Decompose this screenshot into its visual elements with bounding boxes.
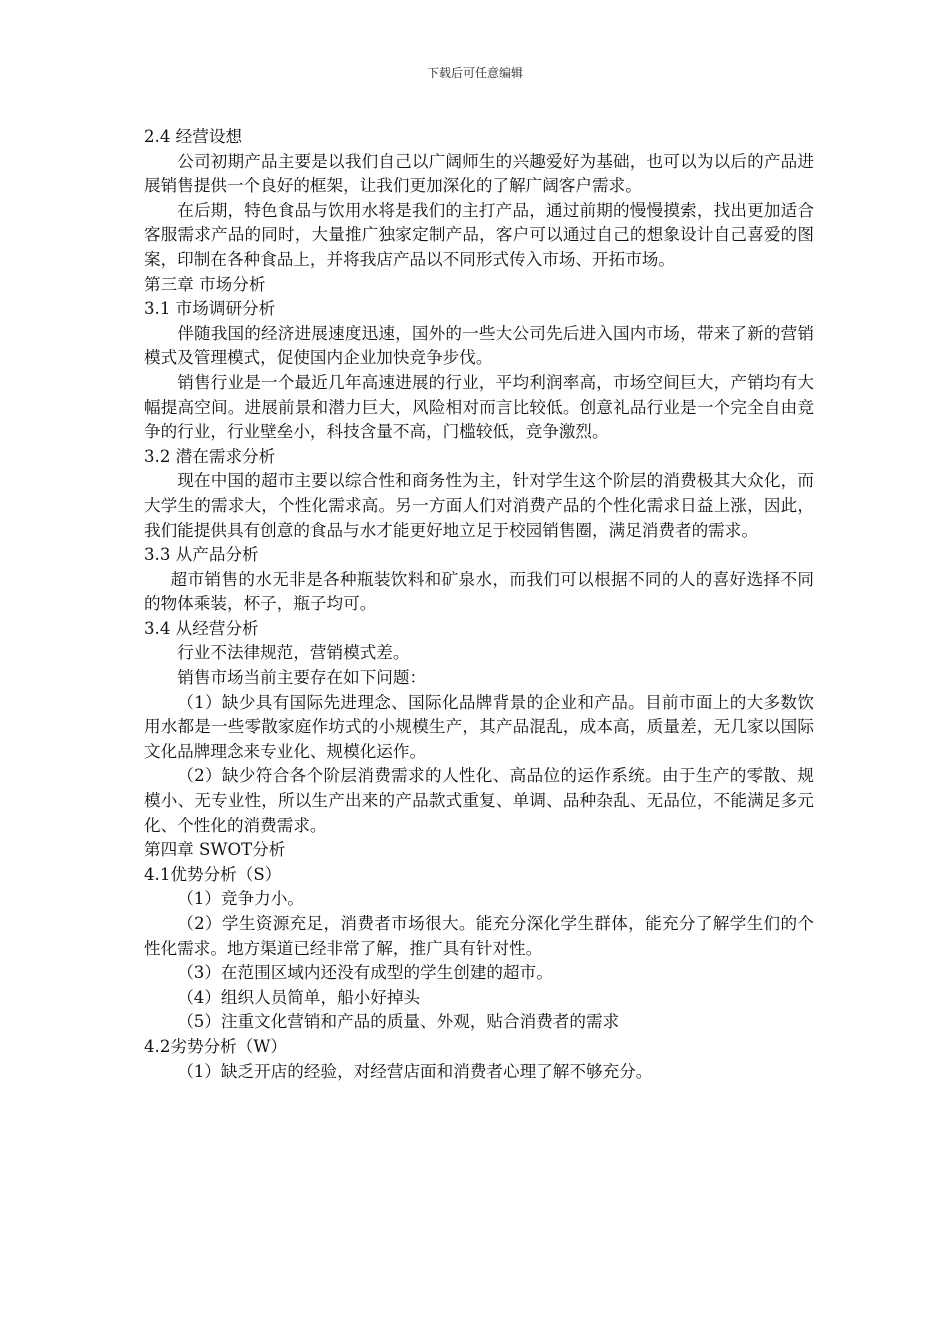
- paragraph: （4）组织人员简单，船小好掉头: [177, 987, 421, 1007]
- paragraph: 现在中国的超市主要以综合性和商务性为主，针对学生这个阶层的消费极其大众化，而大学生的需求大，个性化需求高。另一方面人们对消费产品的个性化需求日益上涨，因此，我们能提供具有创意的食品与水才能更好地立足于校园销售圈，满足消费者的需求。: [144, 471, 814, 540]
- paragraph: 伴随我国的经济进展速度迅速，国外的一些大公司先后进入国内市场，带来了新的营销模式及管理模式，促使国内企业加快竞争步伐。: [144, 323, 814, 368]
- page-header: 下载后可任意编辑: [426, 66, 523, 80]
- paragraph: （2）缺少符合各个阶层消费需求的人性化、高品位的运作系统。由于生产的零散、规模小、无专业性，所以生产出来的产品款式重复、单调、品种杂乱、无品位，不能满足多元化、个性化的消费需求。: [144, 766, 814, 835]
- document-body: [144, 125, 814, 1084]
- section-heading: 2.4 经营设想: [144, 127, 243, 146]
- paragraph: 公司初期产品主要是以我们自己以广阔师生的兴趣爱好为基础，也可以为以后的产品进展销售提供一个良好的框架，让我们更加深化的了解广阔客户需求。: [144, 151, 814, 196]
- paragraph: （5）注重文化营销和产品的质量、外观，贴合消费者的需求: [177, 1012, 620, 1032]
- paragraph: （1）缺乏开店的经验，对经营店面和消费者心理了解不够充分。: [177, 1061, 653, 1081]
- paragraph: （3）在范围区域内还没有成型的学生创建的超市。: [177, 963, 553, 983]
- paragraph: （1）竞争力小。: [177, 889, 304, 909]
- section-heading: 4.1优势分析（S）: [144, 864, 282, 884]
- paragraph: 销售行业是一个最近几年高速进展的行业，平均利润率高，市场空间巨大，产销均有大幅提高空间。进展前景和潜力巨大，风险相对而言比较低。创意礼品行业是一个完全自由竞争的行业，行业壁垒小，科技含量不高，门槛较低，竞争激烈。: [144, 372, 814, 442]
- paragraph: （1）缺少具有国际先进理念、国际化品牌背景的企业和产品。目前市面上的大多数饮用水都是一些零散家庭作坊式的小规模生产，其产品混乱，成本高，质量差，无几家以国际文化品牌理念来专业化、规模化运作。: [144, 692, 814, 761]
- paragraph: 超市销售的水无非是各种瓶装饮料和矿泉水，而我们可以根据不同的人的喜好选择不同的物体乘装，杯子，瓶子均可。: [144, 569, 814, 614]
- paragraph: （2）学生资源充足，消费者市场很大。能充分深化学生群体，能充分了解学生们的个性化需求。地方渠道已经非常了解，推广具有针对性。: [144, 914, 814, 958]
- section-heading: 第四章 SWOT分析: [144, 840, 286, 860]
- section-heading: 第三章 市场分析: [144, 274, 266, 294]
- section-heading: 3.3 从产品分析: [144, 545, 259, 565]
- paragraph: 在后期，特色食品与饮用水将是我们的主打产品，通过前期的慢慢摸索，找出更加适合客服需求产品的同时，大量推广独家定制产品，客户可以通过自己的想象设计自己喜爱的图案，印制在各种食品上，并将我店产品以不同形式传入市场、开拓市场。: [144, 200, 814, 269]
- section-heading: 3.2 潜在需求分析: [144, 446, 276, 466]
- section-heading: 3.4 从经营分析: [144, 618, 259, 638]
- section-heading: 4.2劣势分析（W）: [144, 1036, 288, 1056]
- section-heading: 3.1 市场调研分析: [144, 299, 276, 319]
- paragraph: 行业不法律规范，营销模式差。: [177, 643, 410, 663]
- paragraph: 销售市场当前主要存在如下问题：: [177, 668, 427, 688]
